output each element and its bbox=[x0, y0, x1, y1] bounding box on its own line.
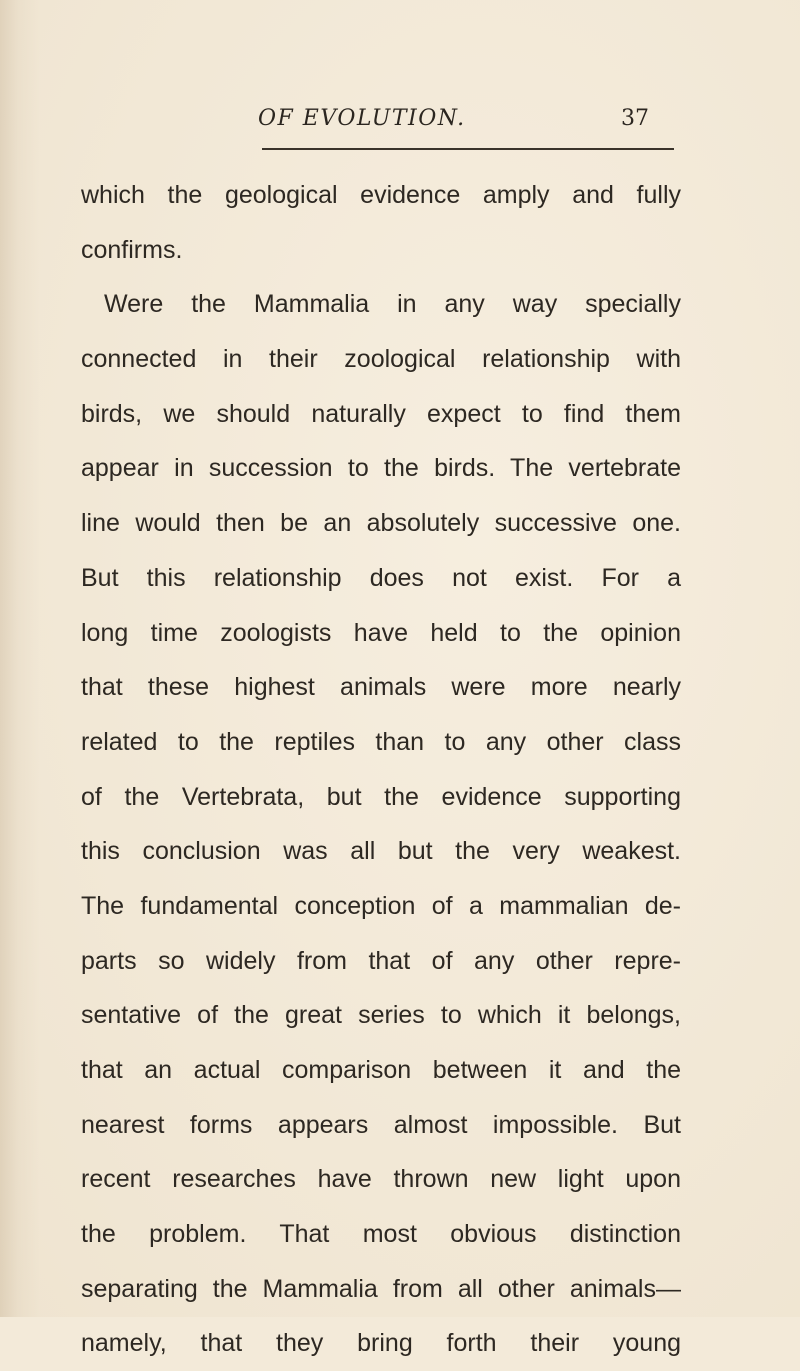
text-line: related to the reptiles than to any other class bbox=[81, 727, 681, 756]
text-line: of the Vertebrata, but the evidence supporting bbox=[81, 782, 681, 811]
text-line: sentative of the great series to which it belongs, bbox=[81, 1001, 681, 1030]
text-line: connected in their zoological relationship with bbox=[81, 345, 681, 374]
text-line: Were the Mammalia in any way specially bbox=[104, 290, 681, 319]
text-line: nearest forms appears almost impossible. But bbox=[81, 1110, 681, 1139]
text-line: The fundamental conception of a mammalian de- bbox=[81, 891, 681, 920]
text-line: line would then be an absolutely successive one. bbox=[81, 509, 681, 538]
body-text bbox=[81, 168, 681, 1371]
text-line: long time zoologists have held to the opinion bbox=[81, 618, 681, 647]
text-line: recent researches have thrown new light upon bbox=[81, 1165, 681, 1194]
text-line: confirms. bbox=[81, 235, 183, 264]
text-line: that an actual comparison between it and the bbox=[81, 1056, 681, 1084]
text-line: appear in succession to the birds. The vertebrate bbox=[81, 454, 681, 483]
text-line: which the geological evidence amply and fully bbox=[81, 181, 681, 209]
text-line: birds, we should naturally expect to find them bbox=[81, 399, 681, 428]
text-line: this conclusion was all but the very weakest. bbox=[81, 837, 681, 866]
text-line: that these highest animals were more nearly bbox=[81, 673, 681, 702]
text-line: separating the Mammalia from all other animals— bbox=[81, 1274, 681, 1303]
text-line: But this relationship does not exist. For a bbox=[81, 563, 681, 592]
text-line: namely, that they bring forth their young bbox=[81, 1329, 681, 1358]
text-line: parts so widely from that of any other repre- bbox=[81, 946, 681, 975]
header-rule bbox=[262, 148, 674, 150]
running-head: OF EVOLUTION. bbox=[258, 106, 466, 131]
text-line: the problem. That most obvious distinction bbox=[81, 1220, 681, 1249]
page-number: 37 bbox=[621, 106, 649, 131]
